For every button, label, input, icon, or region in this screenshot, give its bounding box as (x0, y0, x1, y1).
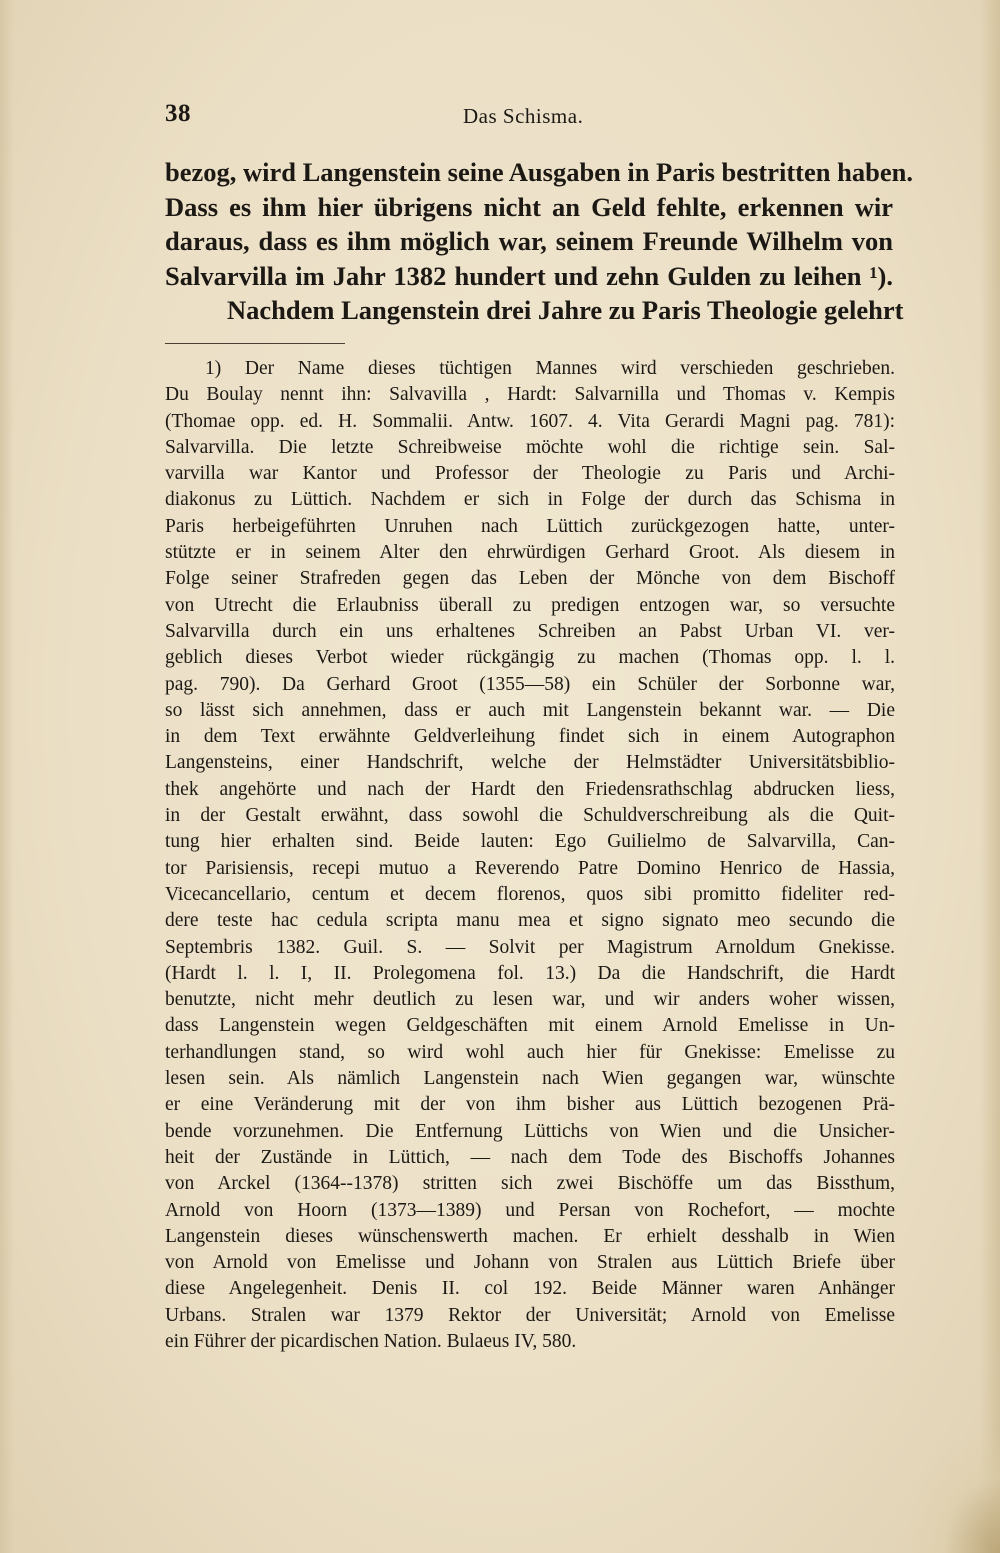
footnote-line: thek angehörte und nach der Hardt den Friedensrathschlag abdrucken liess, (165, 778, 895, 800)
footnote-line: geblich dieses Verbot wieder rückgängig zu machen (Thomas opp. l. l. (165, 647, 895, 669)
footnote-line: diakonus zu Lüttich. Nachdem er sich in Folge der durch das Schisma in (165, 489, 895, 511)
footnote-line: Salvarvilla. Die letzte Schreibweise möchte wohl die richtige sein. Sal- (165, 436, 895, 458)
footnote-line: varvilla war Kantor und Professor der Theologie zu Paris und Archi- (165, 463, 895, 485)
footnote-line: benutzte, nicht mehr deutlich zu lesen war, und wir anders woher wissen, (165, 989, 895, 1011)
footnote-line: so lässt sich annehmen, dass er auch mit Langenstein bekannt war. — Die (165, 699, 895, 721)
footnote-line: er eine Veränderung mit der von ihm bisher aus Lüttich bezogenen Prä- (165, 1094, 895, 1116)
main-text-line: daraus, dass es ihm möglich war, seinem Freunde Wilhelm von (165, 226, 893, 256)
footnote-block (165, 356, 895, 1355)
page-number: 38 (165, 100, 191, 127)
page-edge-left (0, 0, 14, 1553)
footnote-line: tor Parisiensis, recepi mutuo a Reverendo Patre Domino Henrico de Hassia, (165, 857, 895, 879)
footnote-line: Paris herbeigeführten Unruhen nach Lüttich zurückgezogen hatte, unter- (165, 515, 895, 537)
footnote-line: Du Boulay nennt ihn: Salvavilla , Hardt: Salvarnilla und Thomas v. Kempis (165, 384, 895, 406)
footnote-line: Langensteins, einer Handschrift, welche der Helmstädter Universitätsbiblio- (165, 752, 895, 774)
footnote-line: dere teste hac cedula scripta manu mea et signo signato meo secundo die (165, 910, 895, 932)
running-head: Das Schisma. (463, 104, 584, 128)
footnote-line: stützte er in seinem Alter den ehrwürdigen Gerhard Groot. Als diesem in (165, 542, 895, 564)
footnote-line: Langenstein dieses wünschenswerth machen. Er erhielt desshalb in Wien (165, 1225, 895, 1247)
footnote-line: heit der Zustände in Lüttich, — nach dem Tode des Bischoffs Johannes (165, 1146, 895, 1168)
footnote-line: Folge seiner Strafreden gegen das Leben der Mönche von dem Bischoff (165, 568, 895, 590)
footnote-line: tung hier erhalten sind. Beide lauten: Ego Guilielmo de Salvarvilla, Can- (165, 831, 895, 853)
footnote-line: lesen sein. Als nämlich Langenstein nach Wien gegangen war, wünschte (165, 1068, 895, 1090)
page-header (165, 100, 893, 134)
footnote-line: ein Führer der picardischen Nation. Bulaeus IV, 580. (165, 1330, 577, 1352)
footnote-line: Urbans. Stralen war 1379 Rektor der Universität; Arnold von Emelisse (165, 1304, 895, 1326)
page-edge-right (980, 0, 1000, 1553)
main-text-line: Salvarvilla im Jahr 1382 hundert und zehn Gulden zu leihen ¹). (165, 260, 893, 291)
main-text-line: bezog, wird Langenstein seine Ausgaben in Paris bestritten haben. (165, 157, 913, 187)
footnote-line: Arnold von Hoorn (1373—1389) und Persan von Rochefort, — mochte (165, 1199, 895, 1221)
footnote-line: in dem Text erwähnte Geldverleihung findet sich in einem Autographon (165, 726, 895, 748)
footnote-line: dass Langenstein wegen Geldgeschäften mit einem Arnold Emelisse in Un- (165, 1015, 895, 1037)
main-text-line: Nachdem Langenstein drei Jahre zu Paris Theologie gelehrt (227, 295, 904, 325)
footnote-line: (Thomae opp. ed. H. Sommalii. Antw. 1607. 4. Vita Gerardi Magni pag. 781): (165, 410, 895, 432)
footnote-line: in der Gestalt erwähnt, dass sowohl die Schuldverschreibung als die Quit- (165, 805, 895, 827)
footnote-line: 1) Der Name dieses tüchtigen Mannes wird verschieden geschrieben. (205, 358, 895, 379)
footnote-line: terhandlungen stand, so wird wohl auch hier für Gnekisse: Emelisse zu (165, 1041, 895, 1063)
footnote-line: von Utrecht die Erlaubniss überall zu predigen entzogen war, so versuchte (165, 594, 895, 616)
footnote-line: Salvarvilla durch ein uns erhaltenes Schreiben an Pabst Urban VI. ver- (165, 620, 895, 642)
main-text-line: Dass es ihm hier übrigens nicht an Geld fehlte, erkennen wir (165, 191, 893, 222)
footnote-line: bende vorzunehmen. Die Entfernung Lüttichs von Wien und die Unsicher- (165, 1120, 895, 1142)
footnote-line: (Hardt l. l. I, II. Prolegomena fol. 13.) Da die Handschrift, die Hardt (165, 962, 895, 984)
footnote-line: Vicecancellario, centum et decem florenos, quos sibi promitto fideliter red- (165, 883, 895, 905)
footnote-line: diese Angelegenheit. Denis II. col 192. Beide Männer waren Anhänger (165, 1278, 895, 1300)
main-text-block (165, 155, 913, 328)
footnote-line: von Arckel (1364--1378) stritten sich zwei Bischöffe um das Bissthum, (165, 1173, 895, 1195)
footnote-line: von Arnold von Emelisse und Johann von Stralen aus Lüttich Briefe über (165, 1252, 895, 1274)
footnote-separator (165, 343, 345, 344)
footnote-line: pag. 790). Da Gerhard Groot (1355—58) ein Schüler der Sorbonne war, (165, 673, 895, 695)
footnote-line: Septembris 1382. Guil. S. — Solvit per Magistrum Arnoldum Gnekisse. (165, 936, 895, 958)
page-corner-stain (910, 1433, 1000, 1553)
